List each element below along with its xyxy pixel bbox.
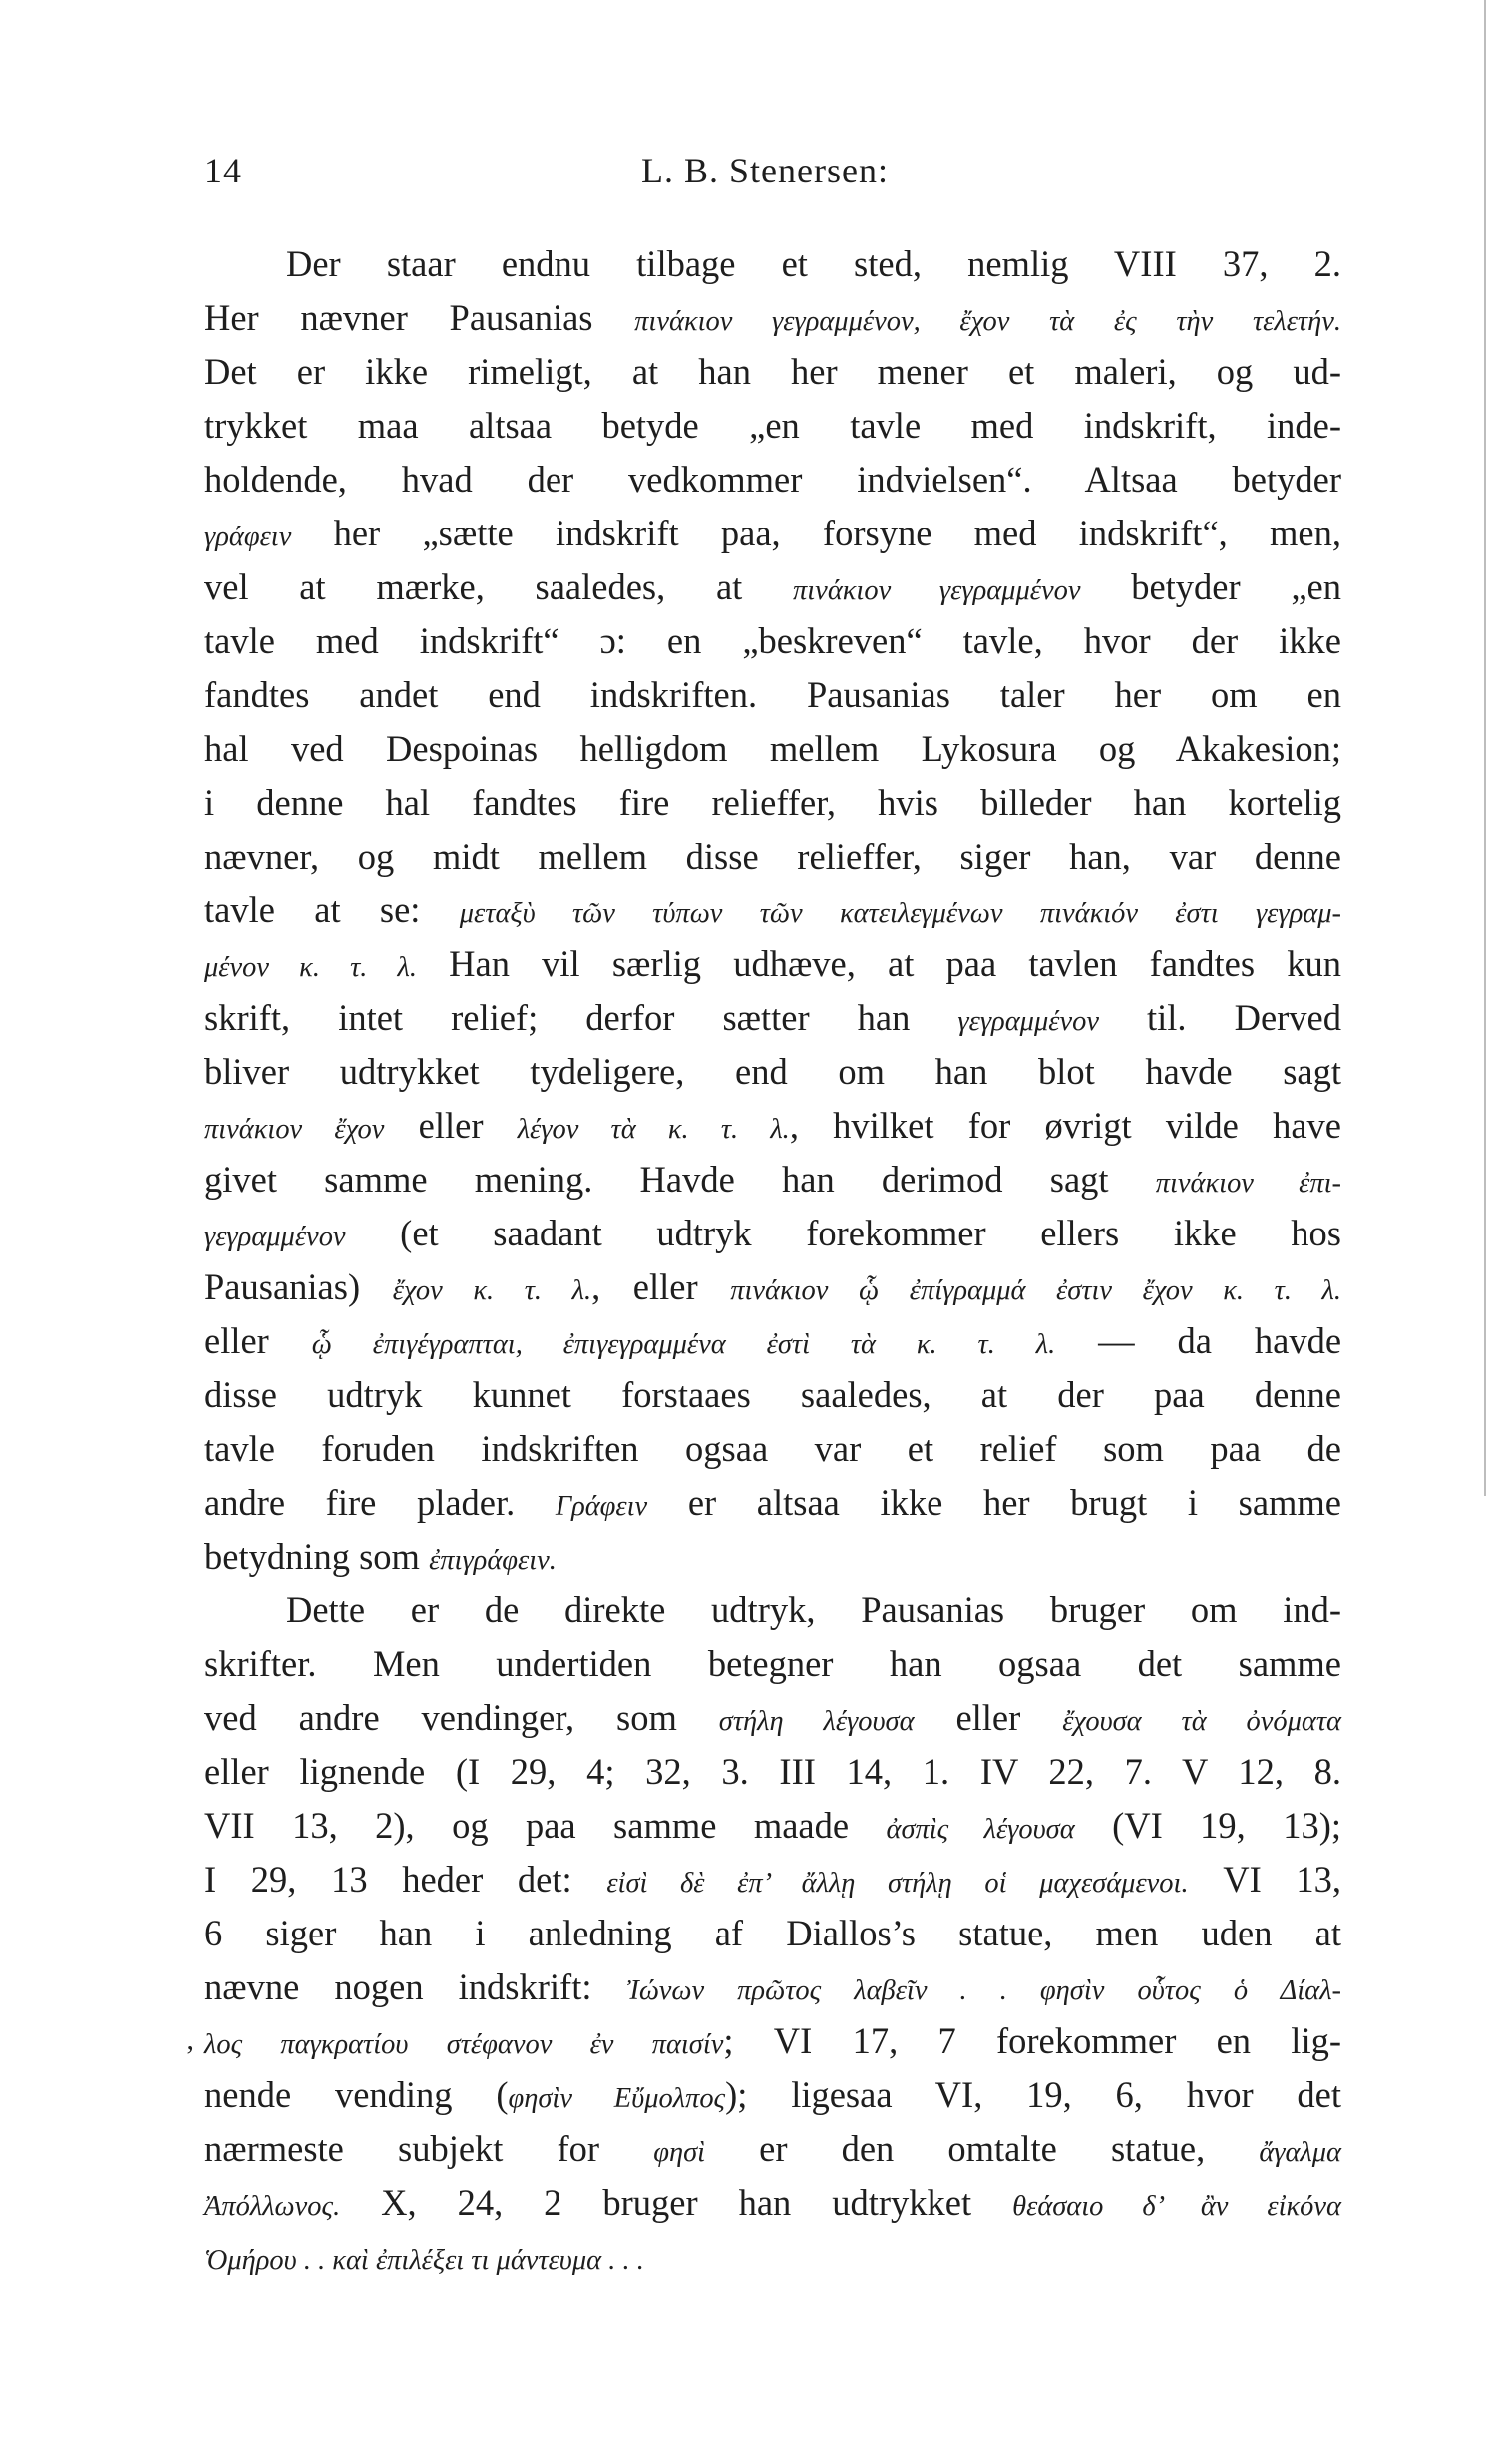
- text-line: [204, 1476, 1341, 1530]
- text-segment: I 29, 13 heder det:: [204, 1859, 607, 1900]
- greek-text: πινάκιον γεγραμμένον, ἔχον τὰ ἐς τὴν τελετήν.: [634, 306, 1341, 337]
- text-line: [204, 2176, 1341, 2230]
- text-line: [204, 1045, 1341, 1099]
- greek-text: γράφειν: [204, 522, 292, 552]
- text-segment: til. Derved: [1098, 997, 1342, 1038]
- greek-text: Ἀπόλλωνος.: [204, 2191, 341, 2222]
- text-segment: nævner, og midt mellem disse relieffer, siger han, var denne: [204, 836, 1341, 877]
- greek-text: ἔχουσα τὰ ὀνόματα: [1062, 1706, 1341, 1737]
- greek-text: γεγραμμένον: [204, 1222, 346, 1252]
- text-segment: nævne nogen indskrift:: [204, 1966, 627, 2007]
- greek-text: Γράφειν: [555, 1491, 648, 1522]
- text-segment: skrift, intet relief; derfor sætter han: [204, 997, 958, 1038]
- running-head: L. B. Stenersen:: [641, 151, 889, 190]
- text-line: [204, 722, 1341, 776]
- greek-text: ἐπιγράφειν.: [429, 1545, 557, 1576]
- text-segment: disse udtryk kunnet forstaaes saaledes, at der paa denne: [204, 1374, 1341, 1415]
- text-line: [204, 1153, 1341, 1207]
- greek-text: πινάκιον ἔχον: [204, 1114, 385, 1145]
- greek-text: ἄγαλμα: [1259, 2137, 1341, 2168]
- greek-text: ἔχον κ. τ. λ.: [392, 1275, 592, 1306]
- text-segment: Pausanias): [204, 1266, 393, 1307]
- greek-text: εἰσὶ δὲ ἐπ’ ἄλλῃ στήλῃ οἱ μαχεσάμενοι.: [606, 1868, 1189, 1899]
- greek-text: Ὁμήρου . . καὶ ἐπιλέξει τι μάντευμα . . .: [204, 2245, 644, 2276]
- greek-text: πινάκιον ᾧ ἐπίγραμμά ἐστιν ἔχον κ. τ. λ.: [730, 1275, 1341, 1306]
- text-line: [204, 937, 1341, 991]
- text-segment: hal ved Despoinas helligdom mellem Lykosura og Akakesion;: [204, 728, 1341, 769]
- greek-text: ᾧ ἐπιγέγραπται, ἐπιγεγραμμένα ἐστὶ τὰ κ. τ. λ.: [311, 1329, 1056, 1360]
- text-line: [204, 1960, 1341, 2014]
- text-line: [204, 1099, 1341, 1153]
- text-segment: betyder „en: [1080, 566, 1341, 607]
- page-number: 14: [204, 151, 242, 190]
- text-line: [204, 991, 1341, 1045]
- text-segment: Her nævner Pausanias: [204, 297, 635, 338]
- text-segment: ved andre vendinger, som: [204, 1697, 719, 1738]
- text-line: [204, 237, 1341, 291]
- text-segment: tavle foruden indskriften ogsaa var et relief som paa de: [204, 1428, 1341, 1469]
- text-line: [204, 1691, 1341, 1745]
- text-line: [204, 1207, 1341, 1260]
- text-segment: betydning som: [204, 1536, 430, 1577]
- text-segment: er altsaa ikke her brugt i samme: [647, 1482, 1341, 1523]
- text-segment: andre fire plader.: [204, 1482, 556, 1523]
- text-segment: Der staar endnu tilbage et sted, nemlig VIII 37, 2.: [286, 243, 1341, 284]
- greek-text: πινάκιον ἐπι-: [1155, 1168, 1342, 1199]
- greek-text: στήλη λέγουσα: [718, 1706, 915, 1737]
- text-line: [204, 668, 1341, 722]
- text-line: [204, 2014, 1341, 2068]
- greek-text: λος παγκρατίου στέφανον ἐν παισίν: [204, 2029, 724, 2060]
- text-line: [204, 1260, 1341, 1314]
- greek-text: πινάκιον γεγραμμένον: [793, 575, 1081, 606]
- text-line: [204, 1853, 1341, 1907]
- text-segment: VII 13, 2), og paa samme maade: [204, 1805, 887, 1846]
- text-line: [204, 883, 1341, 937]
- text-segment: givet samme mening. Havde han derimod sagt: [204, 1159, 1156, 1200]
- text-segment: , hvilket for øvrigt vilde have: [789, 1105, 1341, 1146]
- text-line: [204, 1530, 1341, 1584]
- text-line: [204, 560, 1341, 614]
- greek-text: Ἰώνων πρῶτος λαβεῖν . . φησὶν οὗτος ὁ Δίαλ-: [626, 1975, 1341, 2006]
- text-segment: vel at mærke, saaledes, at: [204, 566, 794, 607]
- text-segment: skrifter. Men undertiden betegner han ogsaa det samme: [204, 1643, 1341, 1684]
- text-segment: X, 24, 2 bruger han udtrykket: [340, 2182, 1013, 2223]
- greek-text: μένον κ. τ. λ.: [204, 952, 417, 983]
- text-segment: VI 13,: [1188, 1859, 1342, 1900]
- greek-text: ἀσπὶς λέγουσα: [886, 1814, 1075, 1845]
- text-segment: nende vending (: [204, 2074, 509, 2115]
- page-header: [204, 150, 1341, 199]
- text-segment: fandtes andet end indskriften. Pausanias taler her om en: [204, 674, 1341, 715]
- greek-text: φησὶ: [653, 2137, 706, 2168]
- text-line: [204, 345, 1341, 399]
- text-line: [204, 1799, 1341, 1853]
- text-segment: tavle at se:: [204, 889, 460, 930]
- text-line: [204, 830, 1341, 883]
- greek-text: θεάσαιο δ’ ἂν εἰκόνα: [1012, 2191, 1341, 2222]
- text-line: [204, 776, 1341, 830]
- text-segment: her „sætte indskrift paa, forsyne med indskrift“, men,: [291, 513, 1341, 553]
- text-segment: Han vil særlig udhæve, at paa tavlen fandtes kun: [417, 943, 1341, 984]
- scan-edge-line: [1484, 0, 1486, 1496]
- greek-text: μεταξὺ τῶν τύπων τῶν κατειλεγμένων πινάκιόν ἐστι γεγραμ-: [459, 898, 1341, 929]
- text-segment: (et saadant udtryk forekommer ellers ikke hos: [345, 1213, 1341, 1253]
- text-line: [204, 1314, 1341, 1368]
- text-line: [204, 1422, 1341, 1476]
- text-line: [204, 1584, 1341, 1637]
- text-line: [204, 1745, 1341, 1799]
- text-segment: nærmeste subjekt for: [204, 2128, 654, 2169]
- text-segment: Det er ikke rimeligt, at han her mener et maleri, og ud-: [204, 351, 1341, 392]
- text-line: [204, 2122, 1341, 2176]
- greek-text: γεγραμμένον: [957, 1006, 1099, 1037]
- text-segment: (VI 19, 13);: [1074, 1805, 1342, 1846]
- text-line: [204, 2230, 1341, 2284]
- text-segment: eller: [204, 1320, 312, 1361]
- text-segment: , eller: [591, 1266, 731, 1307]
- text-line: [204, 291, 1341, 345]
- text-segment: bliver udtrykket tydeligere, end om han blot havde sagt: [204, 1051, 1341, 1092]
- text-segment: eller: [384, 1105, 518, 1146]
- text-line: [204, 453, 1341, 507]
- text-line: [204, 1368, 1341, 1422]
- text-segment: tavle med indskrift“ ɔ: en „beskreven“ tavle, hvor der ikke: [204, 620, 1341, 661]
- text-line: [204, 507, 1341, 560]
- text-segment: eller lignende (I 29, 4; 32, 3. III 14, 1. IV 22, 7. V 12, 8.: [204, 1751, 1341, 1792]
- text-segment: Dette er de direkte udtryk, Pausanias bruger om ind-: [286, 1589, 1341, 1630]
- text-line: [204, 399, 1341, 453]
- text-segment: — da havde: [1055, 1320, 1342, 1361]
- text-segment: ); ligesaa VI, 19, 6, hvor det: [725, 2074, 1341, 2115]
- text-segment: trykket maa altsaa betyde „en tavle med indskrift, inde-: [204, 405, 1341, 446]
- text-segment: eller: [914, 1697, 1063, 1738]
- margin-mark: ‚: [186, 2023, 195, 2056]
- text-line: [204, 1637, 1341, 1691]
- text-line: [204, 2068, 1341, 2122]
- text-line: [204, 1907, 1341, 1960]
- text-segment: holdende, hvad der vedkommer indvielsen“. Altsaa betyder: [204, 459, 1341, 500]
- greek-text: λέγον τὰ κ. τ. λ.: [517, 1114, 790, 1145]
- greek-text: φησὶν Εὔμολπος: [508, 2083, 726, 2114]
- text-segment: 6 siger han i anledning af Diallos’s statue, men uden at: [204, 1913, 1341, 1953]
- text-line: [204, 614, 1341, 668]
- text-segment: i denne hal fandtes fire relieffer, hvis billeder han kortelig: [204, 782, 1341, 823]
- body-text: [204, 237, 1341, 2284]
- text-segment: er den omtalte statue,: [705, 2128, 1260, 2169]
- text-segment: ; VI 17, 7 forekommer en lig-: [723, 2020, 1341, 2061]
